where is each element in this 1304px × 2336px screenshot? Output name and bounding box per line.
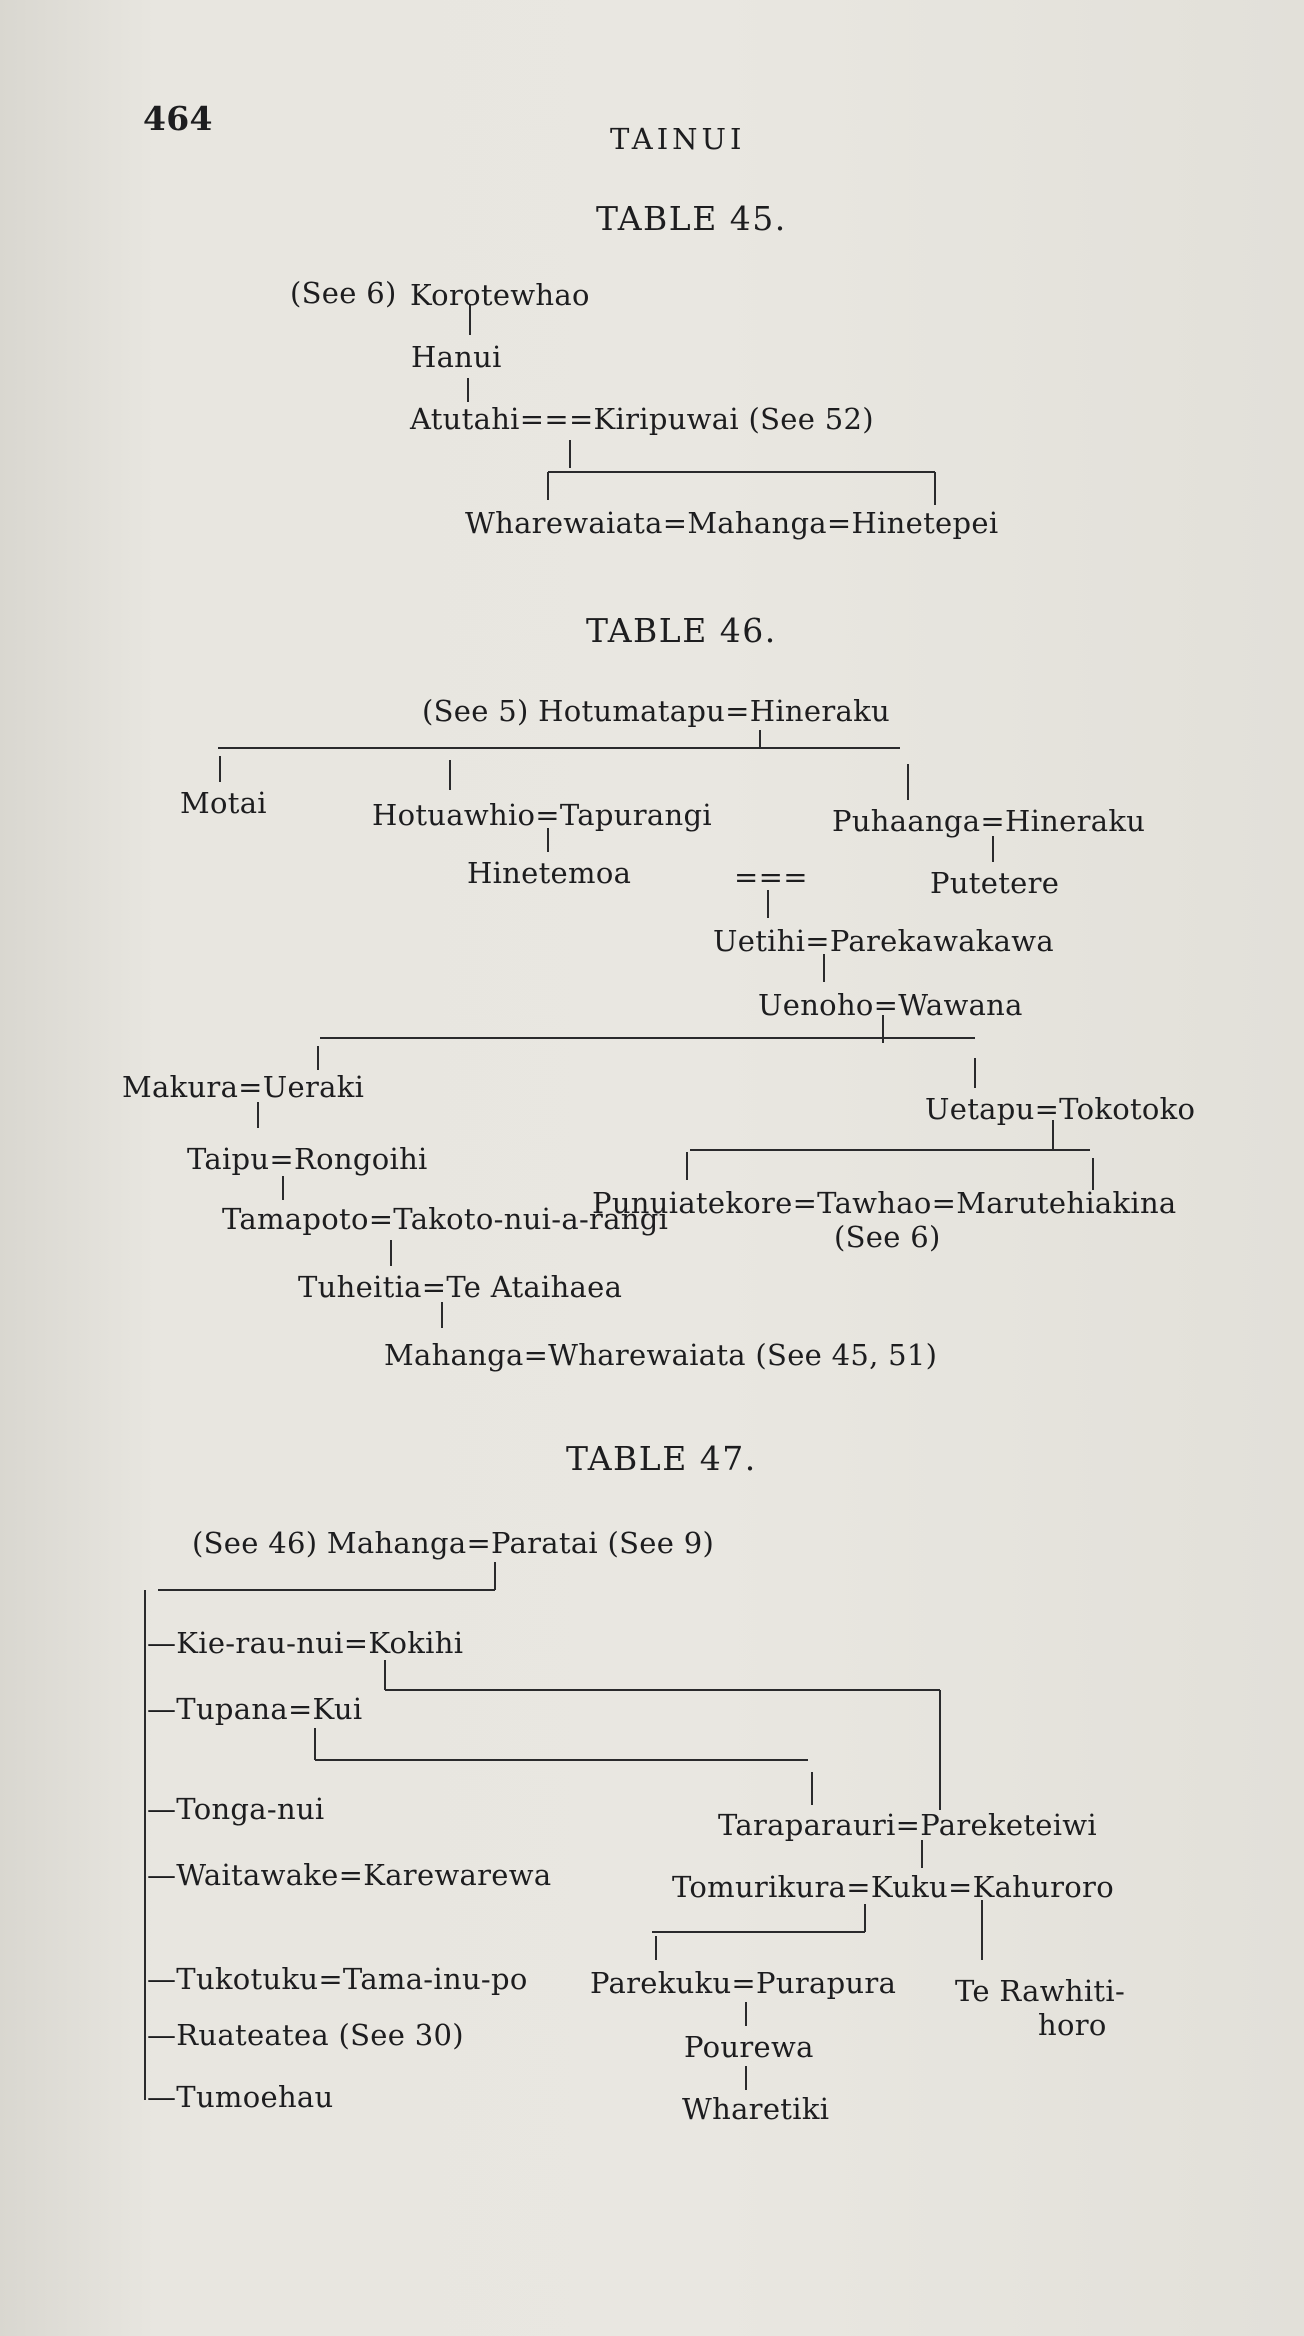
marriage-makura-ueraki: Makura=Ueraki <box>122 1070 365 1104</box>
marriage-atutahi-kiripuwai: Atutahi===Kiripuwai (See 52) <box>410 402 874 436</box>
person-wharetiki: Wharetiki <box>682 2092 830 2126</box>
see-reference: (See 6) <box>290 276 397 310</box>
table-45-heading: TABLE 45. <box>596 199 787 238</box>
marriage-tuheitia-te-ataihaea: Tuheitia=Te Ataihaea <box>298 1270 623 1304</box>
running-head: TAINUI <box>610 122 746 156</box>
marriage-mahanga-paratai: (See 46) Mahanga=Paratai (See 9) <box>192 1526 715 1560</box>
marriage-parekuku-purapura: Parekuku=Purapura <box>590 1966 897 2000</box>
person-korotewhao: Korotewhao <box>410 278 590 312</box>
person-te-rawhiti-horo: Te Rawhiti- <box>955 1974 1126 2008</box>
child-tupana: —Tupana=Kui <box>147 1692 363 1726</box>
person-te-rawhiti-horo-cont: horo <box>1038 2008 1107 2042</box>
marriage-punuiatekore-tawhao-marutehiakina: Punuiatekore=Tawhao=Marutehiakina <box>592 1186 1177 1220</box>
page-number: 464 <box>143 99 213 138</box>
marriage-taraparauri-pareketeiwi: Taraparauri=Pareketeiwi <box>718 1808 1098 1842</box>
child-tumoehau: —Tumoehau <box>147 2080 334 2114</box>
marriage-puhaanga-hineraku: Puhaanga=Hineraku <box>832 804 1146 838</box>
person-putetere: Putetere <box>930 866 1060 900</box>
marriage-uetihi-parekawakawa: Uetihi=Parekawakawa <box>713 924 1054 958</box>
child-kie-rau-nui: —Kie-rau-nui=Kokihi <box>147 1626 464 1660</box>
marriage-tomurikura-kuku-kahuroro: Tomurikura=Kuku=Kahuroro <box>672 1870 1114 1904</box>
child-tonga-nui: —Tonga-nui <box>147 1792 325 1826</box>
marriage-uenoho-wawana: Uenoho=Wawana <box>758 988 1023 1022</box>
child-tukotuku: —Tukotuku=Tama-inu-po <box>147 1962 528 1996</box>
marriage-hotumatapu-hineraku: (See 5) Hotumatapu=Hineraku <box>422 694 890 728</box>
marriage-wharewaiata-mahanga-hinetepei: Wharewaiata=Mahanga=Hinetepei <box>465 506 999 540</box>
marriage-hotuawhio-tapurangi: Hotuawhio=Tapurangi <box>372 798 712 832</box>
child-ruateatea: —Ruateatea (See 30) <box>147 2018 464 2052</box>
marriage-symbol: === <box>734 860 808 894</box>
table-46-heading: TABLE 46. <box>586 611 777 650</box>
person-pourewa: Pourewa <box>684 2030 814 2064</box>
marriage-tamapoto-takoto: Tamapoto=Takoto-nui-a-rangi <box>222 1202 669 1236</box>
marriage-uetapu-tokotoko: Uetapu=Tokotoko <box>925 1092 1196 1126</box>
see-reference: (See 6) <box>834 1220 941 1254</box>
marriage-taipu-rongoihi: Taipu=Rongoihi <box>187 1142 428 1176</box>
person-motai: Motai <box>180 786 267 820</box>
marriage-mahanga-wharewaiata: Mahanga=Wharewaiata (See 45, 51) <box>384 1338 938 1372</box>
person-hanui: Hanui <box>411 340 502 374</box>
person-hinetemoa: Hinetemoa <box>467 856 632 890</box>
child-waitawake: —Waitawake=Karewarewa <box>147 1858 552 1892</box>
table-47-heading: TABLE 47. <box>566 1439 757 1478</box>
